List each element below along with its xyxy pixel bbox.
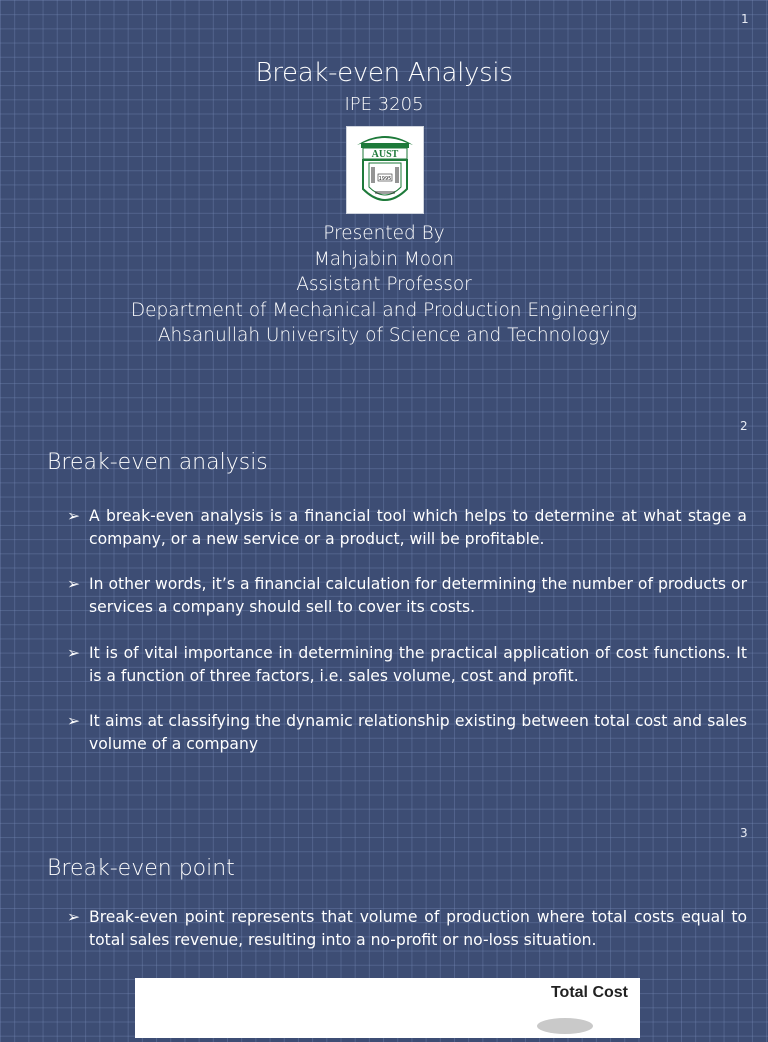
arrow-bullet-icon: ➢ xyxy=(67,644,81,662)
presenter-block xyxy=(0,221,768,349)
aust-logo-icon xyxy=(347,127,423,213)
list-item: ➢ It aims at classifying the dynamic relationship existing between total cost and sales volume of a company xyxy=(67,712,747,753)
arrow-bullet-icon: ➢ xyxy=(67,575,81,593)
slide-3-bullet-list xyxy=(67,906,747,951)
slide-1-page-number: 1 xyxy=(741,12,749,26)
university-logo xyxy=(346,126,424,214)
presenter-department: Department of Mechanical and Production Engineering xyxy=(130,299,638,321)
presenter-designation: Assistant Professor xyxy=(296,274,472,295)
slide-2-page-number: 2 xyxy=(740,419,748,433)
presenter-line: Presented By xyxy=(323,223,445,244)
presenter-university: Ahsanullah University of Science and Technology xyxy=(157,325,611,346)
logo-name: AUST xyxy=(371,149,399,160)
arrow-bullet-icon: ➢ xyxy=(67,712,81,730)
total-cost-label: Total Cost xyxy=(550,984,628,1001)
list-item: ➢ A break-even analysis is a financial tool which helps to determine at what stage a company, or a new service or a product, will be profitable. xyxy=(67,507,747,548)
list-item: ➢ Break-even point represents that volume of production where total costs equal to total sales revenue, resulting into a no-profit or no-loss situation. xyxy=(67,908,747,949)
slide-2-bullet-list xyxy=(67,505,747,755)
arrow-bullet-icon: ➢ xyxy=(67,507,81,525)
list-item: ➢ In other words, it’s a financial calculation for determining the number of products or services a company should sell to cover its costs. xyxy=(67,575,747,616)
slide-3-page-number: 3 xyxy=(740,826,748,840)
arrow-bullet-icon: ➢ xyxy=(67,908,81,926)
course-code: IPE 3205 xyxy=(344,94,424,115)
list-item: ➢ It is of vital importance in determining the practical application of cost functions. It is a function of three factors, i.e. sales volume, cost and profit. xyxy=(67,644,747,685)
chart-shape-icon xyxy=(530,1012,600,1042)
break-even-chart-image xyxy=(135,978,640,1038)
slide-1-title: Break-even Analysis xyxy=(255,58,513,88)
presenter-name: Mahjabin Moon xyxy=(313,248,455,270)
slide-3-heading: Break-even point xyxy=(47,856,235,881)
logo-year: 1995 xyxy=(378,176,392,182)
slide-2-heading: Break-even analysis xyxy=(47,450,268,475)
